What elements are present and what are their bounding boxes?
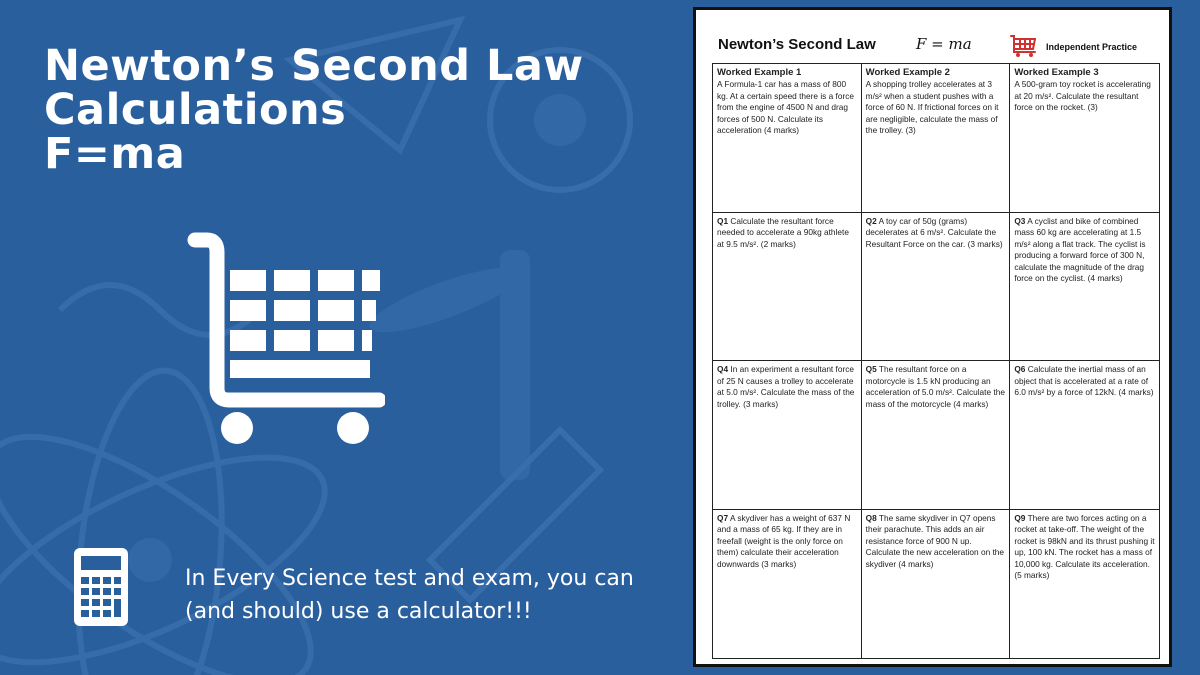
title-line-2: Calculations [44, 85, 347, 135]
question-8 [862, 510, 1011, 659]
cell-text: A cyclist and bike of combined mass 60 kg are accelerating at 1.5 m/s² along a flat track. The cyclist is producing a forward force of 300 N, calculate the magnitude of the drag force on the cyclist. (4 marks) [1014, 215, 1146, 284]
worked-example-3 [1010, 64, 1159, 213]
cell-text: A 500-gram toy rocket is accelerating at 20 m/s². Calculate the resultant force on the rocket. (3) [1014, 79, 1151, 113]
cell-label: Worked Example 2 [865, 67, 950, 78]
cell-text: Calculate the inertial mass of an object that is accelerated at a rate of 6.0 m/s² by a force of 12kN. (4 marks) [1014, 364, 1154, 398]
question-6 [1010, 361, 1159, 510]
worked-example-1 [713, 64, 862, 213]
calculator-note: In Every Science test and exam, you can (and should) use a calculator!!! [185, 566, 634, 624]
worksheet-subtitle: Independent Practice [1046, 42, 1138, 52]
question-1 [713, 213, 862, 362]
worksheet-title: Newton’s Second Law [718, 36, 876, 53]
worked-example-2 [862, 64, 1011, 213]
cell-label: Q1 [717, 215, 729, 226]
worksheet-formula: F = ma [916, 35, 972, 53]
title-line-3: F=ma [44, 129, 186, 179]
question-5 [862, 361, 1011, 510]
cell-label: Worked Example 3 [1014, 67, 1099, 78]
cell-label: Q4 [717, 364, 729, 374]
cell-label: Q2 [865, 215, 877, 226]
cell-text: A skydiver has a weight of 637 N and a mass of 65 kg. If they are in freefall (weight is the only force on them) calculate their acceleration downwards (3 marks) [717, 512, 851, 569]
cell-text: In an experiment a resultant force of 25 N causes a trolley to accelerate at 5.0 m/s². Calculate the mass of the trolley. (3 marks) [717, 364, 855, 409]
cell-text: A shopping trolley accelerates at 3 m/s² when a student pushes with a force of 60 N. If frictional forces on it are negligible, calculate the mass of the trolley. (3) [865, 79, 999, 136]
cell-label: Worked Example 1 [717, 67, 802, 78]
cell-label: Q6 [1014, 364, 1026, 374]
cell-text: A Formula-1 car has a mass of 800 kg. At a certain speed there is a force from the engine of 4500 N and drag forces of 500 N. Calculate its acceleration (4 marks) [717, 79, 854, 136]
question-grid [712, 63, 1160, 659]
question-3 [1010, 213, 1159, 362]
cell-label: Q7 [717, 512, 729, 523]
cell-text: The resultant force on a motorcycle is 1.5 kN producing an acceleration of 5.0 m/s². Calculate the mass of the motorcycle (4 marks) [865, 364, 1005, 409]
question-4 [713, 361, 862, 510]
cell-label: Q3 [1014, 215, 1026, 226]
question-7 [713, 510, 862, 659]
title-line-1: Newton’s Second Law [44, 41, 584, 91]
worksheet [693, 7, 1172, 667]
worksheet-header [718, 34, 1158, 60]
small-cart-icon [1010, 34, 1036, 58]
cell-text: The same skydiver in Q7 opens their parachute. This adds an air resistance force of 900 N up. Calculate the new acceleration on the skydiver (4 marks) [865, 512, 1005, 569]
cell-label: Q5 [865, 364, 877, 374]
shopping-cart-icon [185, 228, 385, 446]
cell-text: Calculate the resultant force needed to accelerate a 90kg athlete at 9.5 m/s². (2 marks) [717, 215, 849, 249]
cell-label: Q9 [1014, 512, 1026, 523]
cell-text: A toy car of 50g (grams) decelerates at 6 m/s². Calculate the Resultant Force on the car. (3 marks) [865, 215, 1003, 249]
question-2 [862, 213, 1011, 362]
cell-label: Q8 [865, 512, 877, 523]
question-9 [1010, 510, 1159, 659]
slide-title [44, 41, 684, 179]
cell-text: There are two forces acting on a rocket at take-off. The weight of the rocket is 98kN and its thrust pushing it up, 100 kN. The rocket has a mass of 10,000 kg. Calculate its acceleration. (5 marks) [1014, 512, 1155, 581]
calculator-icon [74, 548, 128, 626]
